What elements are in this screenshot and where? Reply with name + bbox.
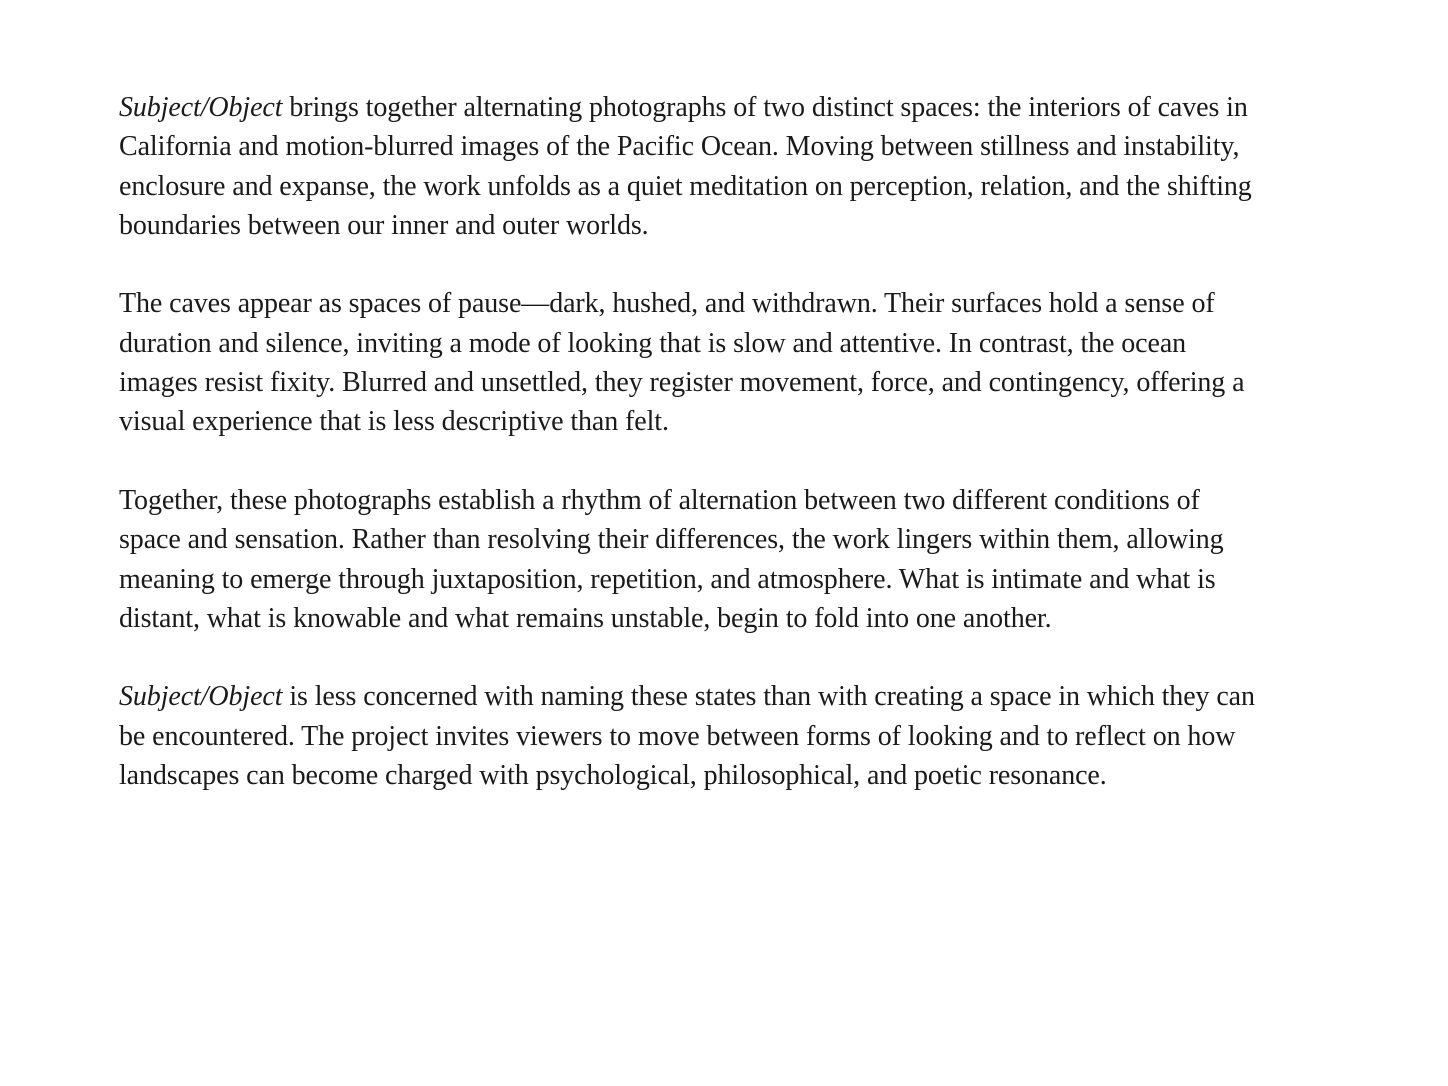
paragraph-text: brings together alternating photographs of two distinct spaces: the interiors of caves in California and motion-blurred images of the Pacific Ocean. Moving between stillness and instability, enclosure and expanse, the work unfolds as a quiet meditation on perception, relation, and the shifting boundaries between our inner and outer worlds. <box>119 92 1252 241</box>
paragraph-conclusion <box>119 677 1259 795</box>
paragraph-alternation <box>119 481 1259 638</box>
paragraph-caves <box>119 284 1259 441</box>
paragraph-text: The caves appear as spaces of pause—dark, hushed, and withdrawn. Their surfaces hold a sense of duration and silence, inviting a mode of looking that is slow and attentive. In contrast, the ocean images resist fixity. Blurred and unsettled, they register movement, force, and contingency, offering a visual experience that is less descriptive than felt. <box>119 288 1245 438</box>
paragraph-text: Together, these photographs establish a rhythm of alternation between two different conditions of space and sensation. Rather than resolving their differences, the work lingers within them, allowing meaning to emerge through juxtaposition, repetition, and atmosphere. What is intimate and what is distant, what is knowable and what remains unstable, begin to fold into one another. <box>119 484 1224 634</box>
paragraph-text: is less concerned with naming these states than with creating a space in which they can be encountered. The project invites viewers to move between forms of looking and to reflect on how landscapes can become charged with psychological, philosophical, and poetic resonance. <box>119 681 1255 792</box>
paragraph-intro <box>119 88 1259 245</box>
project-statement <box>119 88 1259 835</box>
project-title: Subject/Object <box>119 681 283 713</box>
project-title: Subject/Object <box>119 92 283 123</box>
